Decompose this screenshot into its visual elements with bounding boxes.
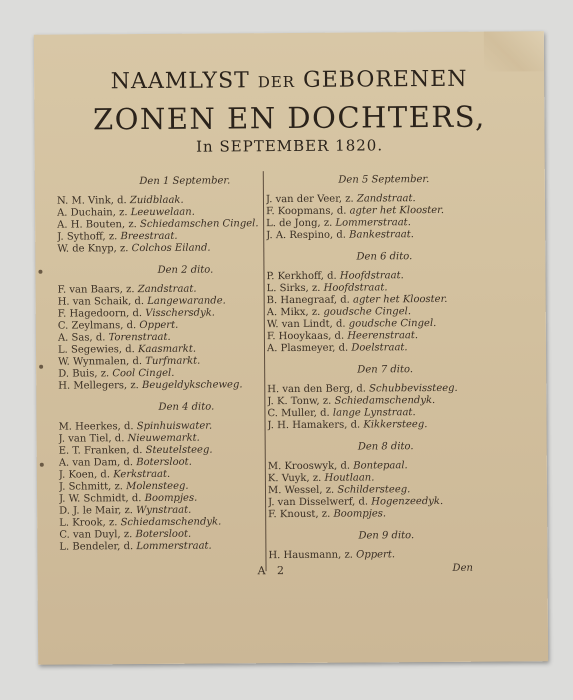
entry-street: lange Lynstraat. xyxy=(332,407,416,419)
right-column xyxy=(266,170,505,569)
entry-street: Molensteeg. xyxy=(126,480,189,493)
entry-street: Kikkersteeg. xyxy=(363,419,428,431)
birth-entry xyxy=(57,218,293,232)
catchword: Den xyxy=(452,562,473,574)
entry-street: Kaasmarkt. xyxy=(138,343,197,356)
entry-name: A. Sas, d. xyxy=(57,332,106,344)
entry-name: B. Hanegraaf, d. xyxy=(266,294,350,307)
entry-street: Breestraat. xyxy=(120,230,178,243)
entry-street: Lommerstraat. xyxy=(136,540,212,553)
entry-street: goudsche Cingel. xyxy=(323,306,412,318)
entry-name: N. M. Vink, d. xyxy=(56,195,127,207)
entry-street: Zandstraat. xyxy=(137,283,197,296)
entry-street: Nieuwemarkt. xyxy=(127,432,200,445)
entry-street: Hoofdstraat. xyxy=(339,270,404,282)
entry-street: Houtlaan. xyxy=(324,472,375,484)
entry-street: Lommerstraat. xyxy=(335,217,411,229)
entry-street: Hogenzeedyk. xyxy=(371,495,444,508)
entry-name: J. H. Hamakers, d. xyxy=(267,419,361,432)
entry-name: H. van Schaik, d. xyxy=(57,296,145,308)
entry-street: agter het Klooster. xyxy=(352,293,448,306)
entry-street: Spinhuiswater. xyxy=(136,420,213,433)
entry-name: F. Koopmans, d. xyxy=(266,205,347,218)
entry-name: J. K. Tonw, z. xyxy=(267,395,332,408)
title-word-naamlyst: NAAMLYST xyxy=(110,68,250,95)
entry-street: Zandstraat. xyxy=(356,193,416,205)
day-heading: Den 5 September. xyxy=(338,174,430,186)
entry-street: agter het Klooster. xyxy=(349,204,445,217)
entry-street: Zuidblaak. xyxy=(129,194,184,207)
entry-street: Bontepaal. xyxy=(353,460,408,472)
entry-name: W. van Lindt, d. xyxy=(266,318,346,331)
entry-street: Doelstraat. xyxy=(351,342,408,354)
entry-street: Hoofdstraat. xyxy=(323,282,388,294)
entry-street: Oppert. xyxy=(356,549,396,561)
entry-name: J. van Tiel, d. xyxy=(58,433,125,445)
entry-name: J. van der Veer, z. xyxy=(265,193,354,206)
entry-name: M. Wessel, z. xyxy=(267,484,335,497)
entry-name: J. W. Schmidt, d. xyxy=(59,493,142,505)
left-column xyxy=(57,171,296,560)
title-line-1 xyxy=(34,66,544,95)
entry-street: Schiedamschen Cingel. xyxy=(139,218,259,231)
entry-name: J. van Disselwerf, d. xyxy=(268,496,369,509)
entry-name: H. van den Berg, d. xyxy=(267,383,366,396)
entry-name: L. Krook, z. xyxy=(59,517,118,529)
entry-name: W. de Knyp, z. xyxy=(57,243,129,255)
entry-name: L. Sirks, z. xyxy=(266,282,321,295)
entry-name: F. Knoust, z. xyxy=(268,508,331,521)
entry-street: goudsche Cingel. xyxy=(348,317,437,330)
entry-street: Beugeldykscheweg. xyxy=(142,379,243,392)
entry-name: J. Schmitt, z. xyxy=(58,481,124,493)
entry-name: A. Plasmeyer, d. xyxy=(266,342,349,355)
entry-name: D. Buis, z. xyxy=(58,368,110,380)
entry-name: A. Duchain, z. xyxy=(57,207,128,219)
entry-name: J. Koen, d. xyxy=(58,469,111,481)
entry-name: M. Heerkes, d. xyxy=(58,421,134,433)
day-heading: Den 9 dito. xyxy=(358,530,415,542)
entry-name: F. van Baars, z. xyxy=(57,284,135,296)
entry-name: H. Mellegers, z. xyxy=(58,380,139,392)
entry-name: A. van Dam, d. xyxy=(58,457,134,469)
entry-street: Schiedamschendyk. xyxy=(120,516,222,529)
entry-name: F. Hooykaas, d. xyxy=(266,330,345,343)
entry-name: L. Segewies, d. xyxy=(57,344,135,356)
entry-street: Wynstraat. xyxy=(136,504,192,517)
entry-street: Boompjes. xyxy=(144,492,198,505)
entry-name: C. Muller, d. xyxy=(267,407,330,420)
entry-street: Kerkstraat. xyxy=(113,468,171,481)
entry-name: L. Bendeler, d. xyxy=(59,541,134,553)
entry-name: E. T. Franken, d. xyxy=(58,445,143,457)
title-line-2: ZONEN EN DOCHTERS, xyxy=(92,99,486,137)
day-heading: Den 1 September. xyxy=(139,175,231,188)
day-heading: Den 6 dito. xyxy=(356,251,413,263)
entry-name: P. Kerkhoff, d. xyxy=(266,270,337,283)
title-word-der: DER xyxy=(257,72,296,92)
entry-street: Steutelsteeg. xyxy=(145,444,213,457)
entry-name: J. A. Respino, d. xyxy=(266,229,347,242)
day-heading: Den 2 dito. xyxy=(157,264,214,276)
day-heading: Den 7 dito. xyxy=(357,364,414,376)
entry-name: J. Sythoff, z. xyxy=(57,231,118,243)
entry-name: F. Hagedoorn, d. xyxy=(57,308,143,320)
entry-street: Torenstraat. xyxy=(108,331,171,344)
entry-street: Visschersdyk. xyxy=(145,307,215,320)
entry-street: Schiedamschendyk. xyxy=(334,394,436,407)
entry-name: H. Hausmann, z. xyxy=(268,549,353,562)
entry-street: Cool Cingel. xyxy=(112,367,175,380)
entry-street: Botersloot. xyxy=(136,456,192,469)
entry-name: C. van Duyl, z. xyxy=(59,529,133,541)
entry-street: Schildersteeg. xyxy=(337,484,411,496)
entry-street: Leeuwelaan. xyxy=(130,206,195,219)
entry-street: Boompjes. xyxy=(333,508,387,520)
entry-name: W. Wynmalen, d. xyxy=(58,356,143,368)
entry-name: A. H. Bouten, z. xyxy=(57,219,137,231)
title-line-3 xyxy=(35,135,545,157)
entry-street: Oppert. xyxy=(139,319,179,332)
entry-street: Langewarande. xyxy=(147,295,226,308)
entry-street: Schubbevissteeg. xyxy=(369,382,458,395)
entry-street: Botersloot. xyxy=(135,528,192,541)
day-heading: Den 8 dito. xyxy=(357,441,414,453)
signature-mark: A 2 xyxy=(257,564,289,578)
entry-name: D. J. le Mair, z. xyxy=(59,505,133,517)
title-word-geborenen: GEBORENEN xyxy=(302,66,468,93)
title-date: SEPTEMBER 1820. xyxy=(219,136,384,156)
entry-name: L. de Jong, z. xyxy=(266,217,333,230)
day-heading: Den 4 dito. xyxy=(158,401,215,413)
title-word-in: In xyxy=(196,137,214,156)
entry-street: Colchos Eiland. xyxy=(131,242,211,255)
entry-name: K. Vuyk, z. xyxy=(267,472,322,485)
entry-name: M. Krooswyk, d. xyxy=(267,460,351,473)
entry-street: Turfmarkt. xyxy=(145,355,201,368)
entry-street: Bankestraat. xyxy=(349,229,414,241)
entry-name: A. Mikx, z. xyxy=(266,306,321,319)
entry-name: C. Zeylmans, d. xyxy=(57,320,137,332)
binding-holes xyxy=(34,31,544,35)
entry-street: Heerenstraat. xyxy=(347,330,419,342)
document-sheet xyxy=(34,31,548,665)
